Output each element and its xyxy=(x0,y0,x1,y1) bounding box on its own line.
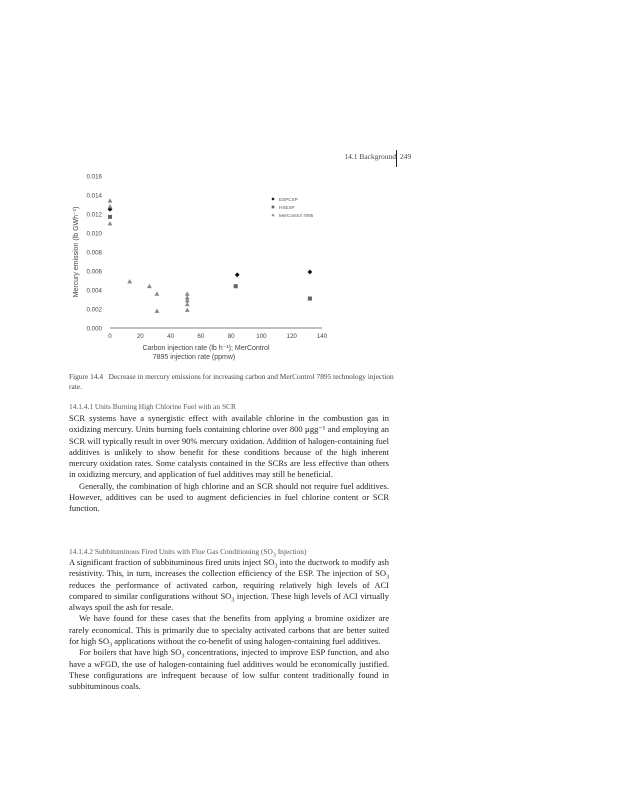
x-tick-label: 120 xyxy=(286,333,297,340)
data-point xyxy=(235,272,240,277)
data-point xyxy=(272,206,275,209)
paragraph: A significant fraction of subbituminous fired units inject $SO_3$ into the ductwork to modify ash resistivity. This, in turn, increases the collection efficiency of the ESP. The injection of $SO_3$ reduces the performance of activated carbon, requiring relatively high levels of ACI compared to similar configurations without $SO_3$ injection. These high levels of ACI virtually always spoil the ash for resale. xyxy=(69,557,389,613)
mercury-emission-chart xyxy=(60,168,360,368)
data-point xyxy=(271,197,274,200)
header-divider xyxy=(396,150,397,167)
section-heading-14-1-4-1: 14.1.4.1 Units Burning High Chlorine Fuel with an SCR xyxy=(69,402,236,411)
x-tick-label: 40 xyxy=(167,333,175,340)
legend-label: ESPCSP xyxy=(279,196,298,202)
paragraph: SCR systems have a synergistic effect with available chlorine in the combustion gas in oxidizing mercury. Units burning fuels containing chlorine over 800 µgg⁻¹ and employing an SCR will typically result in over 90% mercury oxidation. Addition of halogen-containing fuel additives is unlikely to show benefit for these conditions because of the high inherent mercury oxidation rates. Some catalysts contained in the SCRs are less effective than others in oxidizing mercury, and application of fuel additives may still be beneficial. xyxy=(69,413,389,480)
y-tick-label: 0.010 xyxy=(86,230,102,238)
data-point xyxy=(155,309,160,313)
y-tick-label: 0.012 xyxy=(86,211,102,219)
running-header xyxy=(0,150,618,166)
y-tick-label: 0.006 xyxy=(86,268,102,276)
x-tick-label: 80 xyxy=(227,333,235,340)
y-tick-label: 0.014 xyxy=(86,192,102,200)
x-tick-label: 60 xyxy=(197,333,205,340)
x-axis-label-line1: Carbon injection rate (lb h⁻¹); MerControl xyxy=(142,345,270,352)
data-point xyxy=(108,204,113,208)
data-point xyxy=(108,221,113,225)
data-point xyxy=(234,284,238,288)
data-point xyxy=(307,270,312,275)
x-tick-label: 20 xyxy=(136,333,144,340)
data-point xyxy=(185,302,190,306)
section-heading-14-1-4-2: 14.1.4.2 Subbituminous Fired Units with Flue Gas Conditioning ($SO_3$ Injection) xyxy=(69,547,307,559)
figure-label: Figure 14.4 xyxy=(69,372,104,381)
data-point xyxy=(185,291,190,295)
y-tick-label: 0.008 xyxy=(86,249,102,257)
page-number: 249 xyxy=(400,152,412,161)
legend-label: HSESP xyxy=(279,204,295,210)
figure-caption xyxy=(69,372,394,391)
paragraph: For boilers that have high $SO_3$ concentrations, injected to improve ESP function, and also have a wFGD, the use of halogen-containing fuel additives would be economically justified. These configurations are infrequent because of low sulfur content traditionally found in subbituminous coals. xyxy=(69,647,389,692)
data-point xyxy=(108,198,113,202)
chart-legend xyxy=(271,197,313,218)
data-point xyxy=(127,279,132,283)
figure-caption-text: Decrease in mercury emissions for increasing carbon and MerControl 7895 technology injection rate. xyxy=(69,372,394,391)
legend-label: MerControl 7895 xyxy=(279,212,314,218)
y-tick-label: 0.016 xyxy=(86,173,102,181)
x-tick-label: 140 xyxy=(316,333,328,340)
y-tick-label: 0.000 xyxy=(86,325,102,333)
x-tick-label: 100 xyxy=(256,333,267,340)
data-point xyxy=(147,284,152,288)
y-axis-label: Mercury emission (lb GWh⁻¹) xyxy=(73,206,80,298)
data-point xyxy=(108,215,112,219)
data-point xyxy=(271,213,274,216)
x-tick-label: 0 xyxy=(108,333,112,340)
y-tick-label: 0.004 xyxy=(86,287,102,295)
header-section-title: 14.1 Background xyxy=(344,152,396,161)
data-point xyxy=(155,291,160,295)
paragraph: Generally, the combination of high chlorine and an SCR should not require fuel additives. However, additives can be used to augment deficiencies in fuel chlorine content or SCR function. xyxy=(69,480,389,514)
x-axis-label-line2: 7895 injection rate (ppmw) xyxy=(152,354,236,361)
section-14-1-4-2-body xyxy=(69,557,389,693)
section-14-1-4-1-body xyxy=(69,413,389,515)
data-point xyxy=(185,308,190,312)
paragraph: We have found for these cases that the benefits from applying a bromine oxidizer are rarely economical. This is primarily due to specialty activated carbons that are better suited for high $SO_3$ applications without the co-benefit of using halogen-containing fuel additives. xyxy=(69,613,389,649)
x-axis-ticks xyxy=(108,333,327,340)
y-axis-ticks xyxy=(87,173,103,332)
y-tick-label: 0.002 xyxy=(86,306,102,314)
data-point xyxy=(308,297,312,301)
